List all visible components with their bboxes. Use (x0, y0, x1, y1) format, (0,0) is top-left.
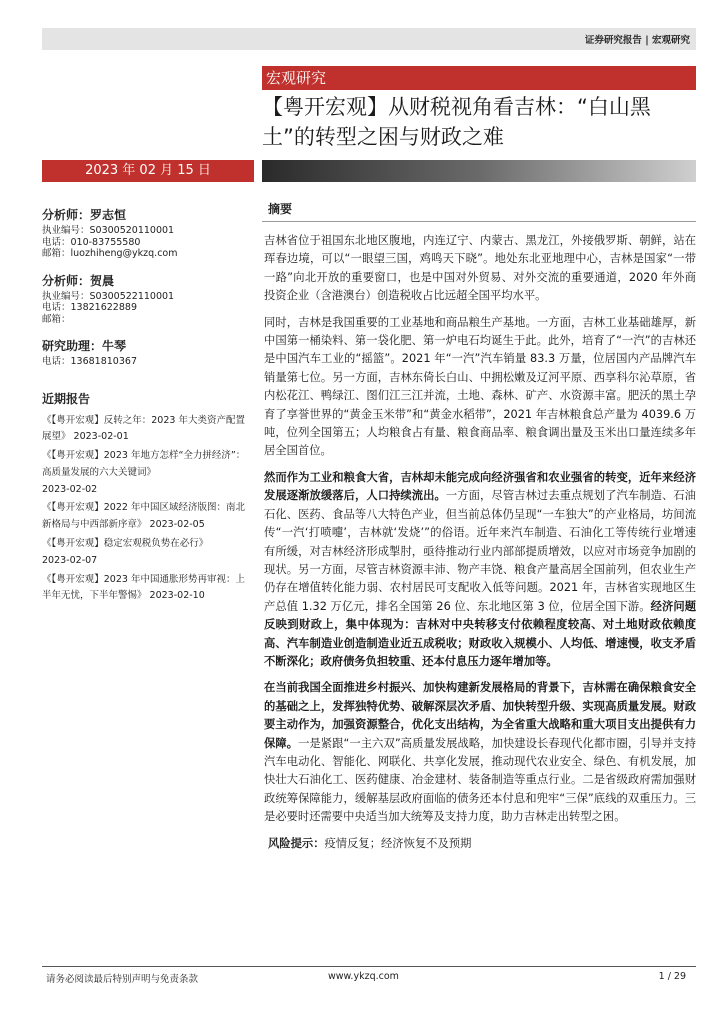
footer-disclaimer: 请务必阅读最后特别声明与免责条款 (46, 974, 199, 985)
left-column (42, 206, 252, 607)
header-tag: 证券研究报告 | 宏观研究 (584, 35, 690, 46)
analyst-3 (42, 337, 252, 368)
category-banner: 宏观研究 (262, 66, 696, 90)
analyst-email[interactable]: 邮箱：luozhiheng@ykzq.com (42, 248, 178, 259)
recent-report-date: 2023-02-07 (42, 554, 98, 566)
report-date: 2023 年 02 月 15 日 (42, 160, 254, 182)
recent-report-item[interactable] (42, 500, 252, 534)
report-title: 【粤开宏观】从财税视角看吉林：“白山黑土”的转型之困与财政之难 (262, 95, 651, 149)
abstract-heading: 摘要 (262, 200, 696, 222)
analyst-name: 分析师：罗志恒 (42, 208, 127, 222)
recent-report-date: 2023-02-05 (149, 519, 205, 531)
analyst-2 (42, 272, 252, 326)
abstract-paragraph-3-text: 一方面，尽管吉林过去重点规划了汽车制造、石油石化、医药、食品等八大特色产业，但当前总体仍呈现“一车独大”的产业格局，坊间流传“一汽‘打喷嚏’，吉林就‘发烧’”的俗语。近年来汽车制造、石油化工等传统行业增速有所缓，对吉林经济形成掣肘，亟待推动行业内部部提质增效，以应对市场竞争加剧的现状。另一方面，尽管吉林资源丰沛、物产丰饶、粮食产量高居全国前列，但农业生产仍存在增值转化能力弱、农村居民可支配收入低等问题。2021 年，吉林省实现地区生产总值 1.32 万亿元，排名全国第 26 位、东北地区第 3 位，位居全国下游。 (264, 489, 696, 613)
abstract-body (264, 232, 696, 853)
recent-report-title[interactable]: 《【粤开宏观】反转之年：2023 年大类资产配置展望》 (42, 414, 245, 443)
recent-reports-heading: 近期报告 (42, 391, 91, 406)
abstract-paragraph-2: 同时，吉林是我国重要的工业基地和商品粮生产基地。一方面，吉林工业基础雄厚，新中国第一桶染料、第一袋化肥、第一炉电石均诞生于此。此外，培育了“一汽”的吉林还是中国汽车工业的“摇篮”。2021 年“一汽”汽车销量 83.3 万量，位居国内产品牌汽车销量第七位。另一方面，吉林东倚长白山、中拥松嫩及辽河平原、西享科尔沁草原，省内松花江、鸭绿江、图们江三江并流，土地、森林、矿产、水资源丰富。肥沃的黑土孕育了享誉世界的“黄金玉米带”和“黄金水稻带”，2021 年吉林粮食总产量为 4039.6 万吨，位列全国第五；人均粮食占有量、粮食商品率、粮食调出量及玉米出口量连续多年居全国首位。 (264, 315, 696, 458)
analyst-email[interactable]: 邮箱： (42, 313, 71, 325)
abstract-paragraph-3 (264, 469, 696, 671)
risk-text: 疫情反复；经济恢复不及预期 (324, 836, 472, 850)
analyst-name: 分析师：贺晨 (42, 273, 115, 288)
recent-report-title[interactable]: 《【粤开宏观】2022 年中国区域经济版图：南北新格局与中西部新序章》 (42, 502, 245, 531)
abstract-paragraph-4-lead: 在当前我国全面推进乡村振兴、加快构建新发展格局的背景下，吉林需在确保粮食安全的基础之上，发挥独特优势、破解深层次矛盾、加快转型升级、实现高质量发展。财政要主动作为，加强资源整合，优化支出结构，为全省重大战略和重大项目支出提供有力保障。 (264, 681, 696, 750)
analyst-phone: 电话：13681810367 (42, 356, 137, 367)
analyst-phone: 电话：13821622889 (42, 302, 137, 313)
recent-report-date: 2023-02-02 (42, 483, 98, 495)
analyst-phone: 电话：010-83755580 (42, 236, 141, 248)
risk-label: 风险提示： (268, 836, 325, 850)
recent-report-item[interactable] (42, 413, 252, 447)
abstract-paragraph-4 (264, 679, 696, 826)
analyst-license: 执业编号：S0300522110001 (42, 290, 175, 302)
header-bar (42, 28, 696, 50)
risk-warning (264, 835, 696, 853)
recent-report-item[interactable] (42, 448, 252, 498)
abstract-paragraph-3-lead: 然而作为工业和粮食大省，吉林却未能完成向经济强省和农业强省的转变，近年来经济发展逐渐放缓落后，人口持续流出。 (264, 470, 696, 503)
analyst-license: 执业编号：S0300520110001 (42, 225, 175, 236)
gradient-bar (262, 160, 696, 182)
page-footer (42, 966, 696, 986)
recent-report-title[interactable]: 《【粤开宏观】2023 年中国通胀形势再审视：上半年无忧，下半年警惕》 (42, 573, 245, 602)
abstract-paragraph-1: 吉林省位于祖国东北地区腹地，内连辽宁、内蒙古、黑龙江，外接俄罗斯、朝鲜，站在珲春边境，可以“一眼望三国，鸡鸣天下晓”。地处东北亚地理中心，吉林是国家“一带一路”向北开放的重要窗口，也是中国对外贸易、对外交流的重要通道，2020 年外商投资企业（含港澳台）创造税收占比远超全国平均水平。 (264, 234, 696, 303)
footer-website[interactable]: www.ykzq.com (328, 971, 399, 982)
recent-report-title[interactable]: 《【粤开宏观】2023 年地方怎样“全力拼经济”：高质量发展的六大关键词》 (42, 450, 246, 478)
analyst-name: 研究助理：牛琴 (42, 339, 127, 353)
page-number: 1 / 29 (658, 971, 686, 982)
recent-report-item[interactable] (42, 536, 252, 570)
analyst-1 (42, 206, 252, 260)
abstract-paragraph-4-text: 一是紧跟“一主六双”高质量发展战略，加快建设长春现代化都市圈，引导并支持汽车电动化、智能化、网联化、共享化发展，推动现代农业安全、绿色、有机发展，加快壮大石油化工、医药健康、冶金建材、装备制造等重点行业。二是省级政府需加强财政统筹保障能力，缓解基层政府面临的债务还本付息和兜牢“三保”底线的双重压力。三是必要时还需要中央适当加大统筹及支持力度，助力吉林走出转型之困。 (264, 736, 696, 824)
abstract-paragraph-3-conclusion: 经济问题反映到财政上，集中体现为：吉林对中央转移支付依赖程度较高、对土地财政依赖度高、汽车制造业创造制造业近五成税收；财政收入规模小、人均低、增速慢，收支矛盾不断深化；政府债务负担较重、还本付息压力逐年增加等。 (264, 599, 696, 668)
recent-report-date: 2023-02-10 (149, 590, 205, 602)
recent-report-item[interactable] (42, 572, 252, 606)
recent-report-title[interactable]: 《【粤开宏观】稳定宏观税负势在必行》 (42, 538, 209, 550)
recent-report-date: 2023-02-01 (73, 431, 129, 443)
